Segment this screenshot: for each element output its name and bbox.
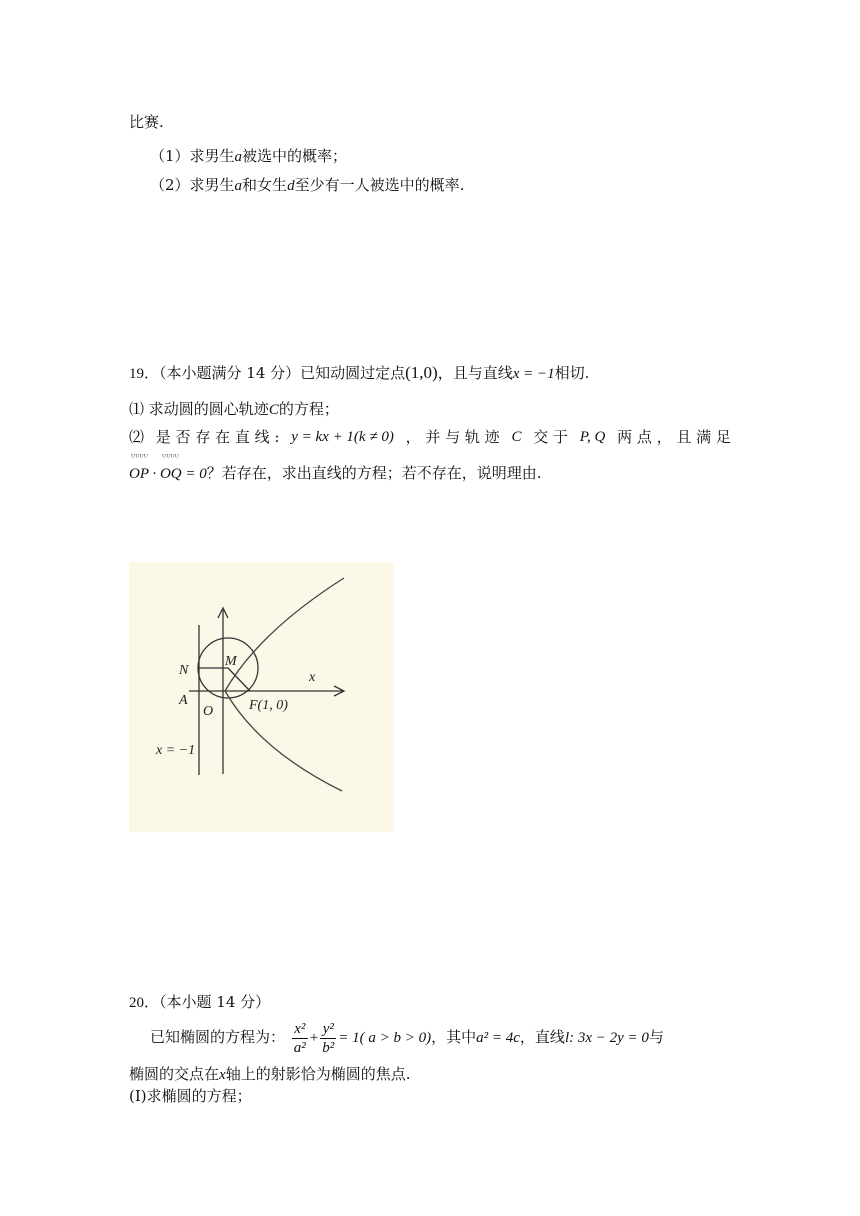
q18-part2-pre: （2）求男生	[150, 176, 235, 194]
q19-line-eq: x = −1	[512, 366, 555, 382]
q18-part1-post: 被选中的概率；	[242, 147, 348, 165]
q19-part2-cont	[129, 463, 542, 484]
q19-part1-pre: 求动圆的圆心轨迹	[148, 400, 269, 418]
label-f: F(1, 0)	[249, 698, 288, 713]
q20-line2-var: x	[219, 1067, 226, 1083]
q18-intro-tail: 比赛.	[129, 113, 164, 131]
q19-number: 19．	[129, 366, 160, 382]
q19-point: (1,0)	[405, 363, 438, 382]
q19-header-text: （本小题满分 14 分）已知动圆过定点	[159, 364, 406, 382]
fraction-x2-numerator: x²	[292, 1020, 308, 1039]
fraction-b2-denominator: b²	[322, 1039, 335, 1056]
q18-part1	[150, 146, 347, 167]
q19-header	[129, 363, 589, 384]
label-x-axis: x	[309, 670, 316, 685]
q20-line1-mid: ，其中	[431, 1028, 477, 1046]
q19-part2-tail: ？若存在，求出直线的方程；若不存在，说明理由.	[206, 464, 542, 482]
q20-line1-mid2: ，直线	[519, 1028, 565, 1046]
q20-line1-post: 与	[648, 1028, 664, 1046]
q19-part2-eq: y = kx + 1(k ≠ 0)	[291, 429, 394, 445]
q18-part2	[150, 175, 464, 196]
q20-header	[129, 992, 270, 1013]
q19-header-post: 相切.	[554, 364, 590, 382]
q18-part2-post: 至少有一人被选中的概率.	[294, 176, 465, 194]
q20-line-l: l: 3x − 2y = 0	[564, 1030, 649, 1046]
q20-line2-post: 轴上的射影恰为椭圆的焦点.	[225, 1065, 411, 1083]
label-n: N	[179, 663, 189, 678]
q18-part1-var: a	[234, 149, 243, 165]
q20-line2-pre: 椭圆的交点在	[129, 1065, 220, 1083]
q20-condition: a² = 4c	[476, 1030, 520, 1046]
q20-line1	[150, 1014, 664, 1060]
fraction-a2-denominator: a²	[293, 1039, 306, 1056]
fraction-y2-numerator: y²	[320, 1020, 336, 1039]
q18-part2-var-a: a	[234, 178, 243, 194]
segment-mf	[228, 668, 250, 691]
label-m: M	[225, 654, 237, 669]
q20-header-text: （本小题 14 分）	[159, 993, 271, 1011]
q19-part2-pq: P, Q	[579, 429, 606, 445]
q20-line2	[129, 1064, 410, 1085]
q19-header-mid: ，且与直线	[437, 364, 513, 382]
q19-part1-post: 的方程；	[278, 400, 339, 418]
q19-part2	[129, 427, 731, 447]
q19-part1-var: C	[268, 402, 279, 418]
parabola-figure	[129, 562, 394, 832]
plus-sign: +	[309, 1030, 319, 1046]
q19-part2-post: 两 点 ， 且 满 足	[617, 428, 731, 446]
q19-part2-var: C	[511, 429, 522, 445]
q20-number: 20．	[129, 995, 160, 1011]
q19-part2-mid2: 交 于	[533, 428, 568, 446]
q19-part2-mid: ， 并 与 轨 迹	[405, 428, 500, 446]
vector-mark-oq: ᵁᵁᵁᵁ	[162, 453, 179, 462]
ellipse-eq-rest: = 1( a > b > 0)	[338, 1030, 432, 1046]
parabola-diagram	[129, 562, 394, 832]
label-a: A	[179, 693, 188, 708]
fraction-x2-a2	[292, 1020, 308, 1057]
q20-part1: (Ⅰ)求椭圆的方程；	[129, 1087, 252, 1105]
q18-part2-mid: 和女生	[242, 176, 288, 194]
parabola-upper	[225, 578, 344, 691]
vector-mark-op: ᵁᵁᵁᵁ	[131, 453, 148, 462]
q19-part1	[129, 399, 339, 420]
q19-part2-label: ⑵	[129, 428, 145, 446]
label-directrix: x = −1	[156, 743, 196, 758]
q20-line1-pre: 已知椭圆的方程为：	[150, 1028, 286, 1046]
label-o: O	[203, 704, 214, 719]
q18-part2-var-d: d	[287, 178, 295, 194]
q19-condition: OP · OQ = 0	[129, 466, 207, 482]
q19-part2-pre: 是 否 存 在 直 线 :	[155, 428, 280, 446]
fraction-y2-b2	[320, 1020, 336, 1057]
q18-part1-pre: （1）求男生	[150, 147, 235, 165]
q19-part1-label: ⑴	[129, 400, 145, 418]
